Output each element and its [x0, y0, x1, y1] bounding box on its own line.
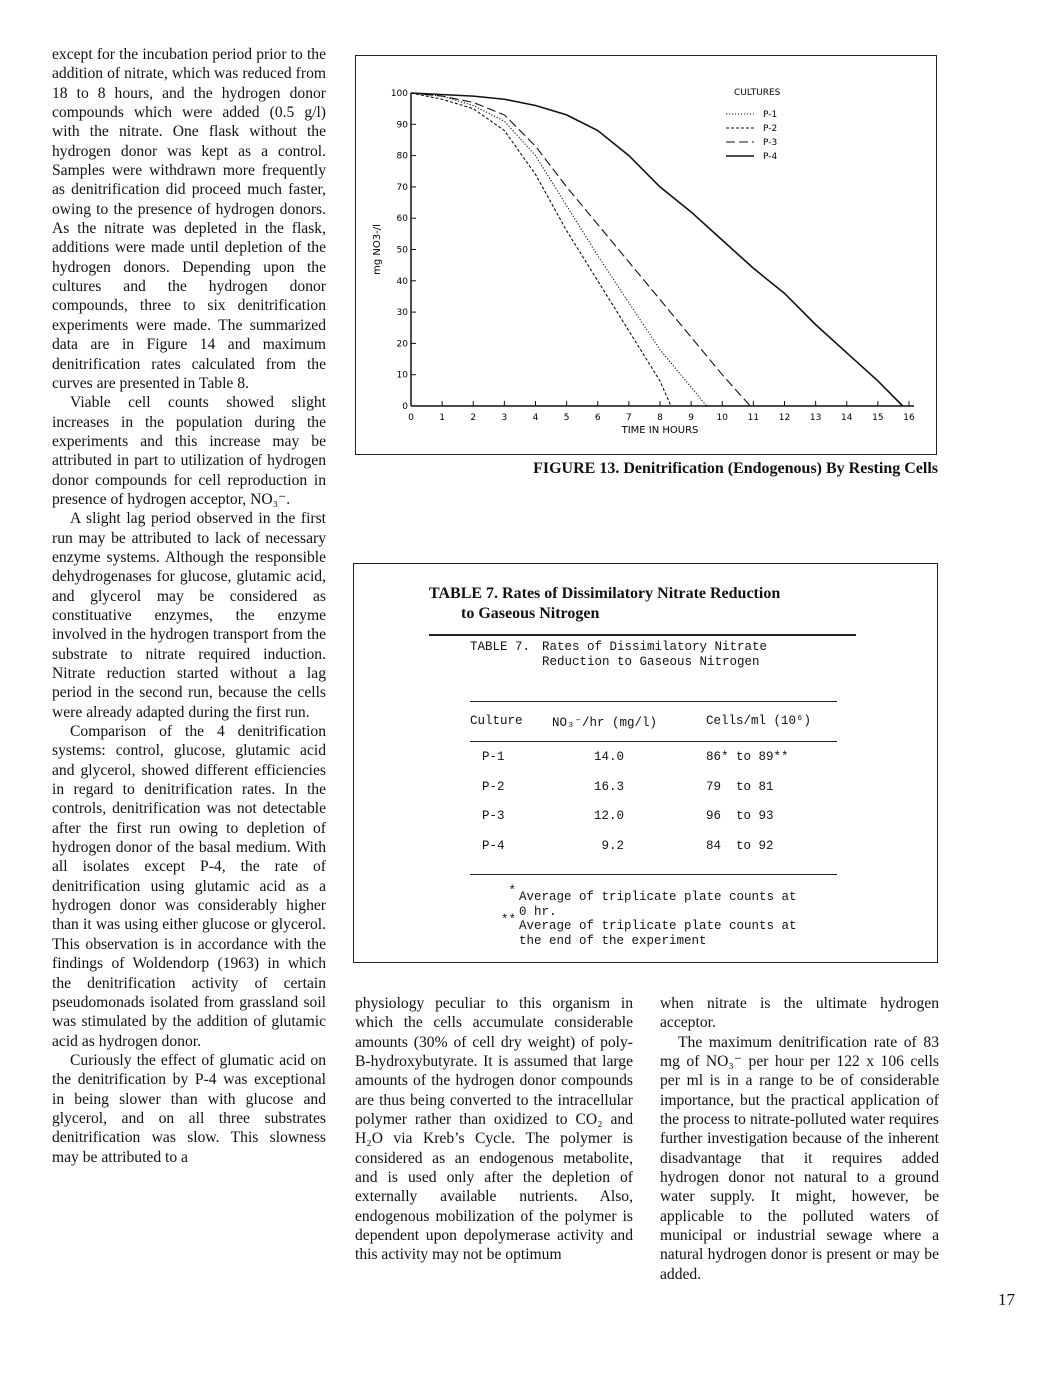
- x-tick-label: 9: [688, 413, 694, 423]
- denitrification-chart: [356, 56, 936, 454]
- culture-cell: P-2: [482, 779, 505, 794]
- culture-cell: P-1: [482, 750, 505, 764]
- cells-cell: 86* to 89**: [706, 750, 789, 764]
- cells-cell: 96 to 93: [706, 809, 774, 823]
- x-tick-label: 6: [594, 413, 601, 423]
- x-tick-label: 5: [563, 413, 570, 423]
- paragraph: except for the incubation period prior to the addition of nitrate, which was reduced from 18 to 8 hours, and the hydrogen donor compounds which were added (0.5 g/l) with the nitrate. One flask without the hydrogen donor was kept as a control. Samples were withdrawn more frequently as denitrification did proceed much faster, owing to the presence of hydrogen donors. As the nitrate was depleted in the flask, additions were made until depletion of the hydrogen donors. Depending upon the cultures and the hydrogen donor compounds, three to six denitrification experiments were made. The summarized data are in Figure 14 and maximum denitrification rates calculated from the curves are presented in Table 8.: [52, 46, 326, 392]
- series-line-p-1: [411, 93, 707, 406]
- table-title: [429, 584, 780, 624]
- x-tick-label: 11: [747, 413, 760, 423]
- x-tick-label: 13: [809, 413, 822, 423]
- rate-cell: 12.0: [593, 809, 624, 823]
- x-tick-label: 8: [657, 413, 663, 423]
- table-title-line: TABLE 7. Rates of Dissimilatory Nitrate Reduction: [429, 585, 781, 602]
- inner-title-line: Rates of Dissimilatory Nitrate: [542, 640, 768, 654]
- y-tick-label: 30: [396, 308, 408, 319]
- inner-table-label: TABLE 7.: [470, 640, 531, 654]
- rule: [470, 741, 837, 742]
- x-tick-label: 7: [626, 413, 632, 423]
- paragraph: A slight lag period observed in the first run may be attributed to lack of necessary enzyme systems. Although the responsible dehydrogenases for glucose, glutamic acid, and glycerol may be considered as constituative enzymes, the enzyme involved in the hydrogen transport from the substrate to nitrate required induction. Nitrate reduction started without a lag period in the second run, because the cells were already adapted during the first run.: [52, 510, 326, 721]
- y-tick-label: 90: [396, 120, 408, 131]
- footnote-mark: **: [500, 913, 516, 927]
- rule: [429, 634, 856, 636]
- figure-caption: FIGURE 13. Denitrification (Endogenous) By Resting Cells: [533, 460, 938, 477]
- paragraph: physiology peculiar to this organism in which the cells accumulate considerable amounts (30% of cell dry weight) of poly-B-hydroxybutyrate. It is assumed that large amounts of the hydrogen donor compounds are thus being converted to the intracellular polymer rather than oxidized to CO₂ and H₂O via Kreb’s Cycle. The polymer is considered as an endogenous metabolite, and is used only after the depletion of externally available nutrients. Also, endogenous mobilization of the polymer is dependent upon depolymerase activity and this activity may not be optimum: [355, 995, 633, 1264]
- x-tick-label: 2: [470, 413, 477, 423]
- y-tick-label: 0: [402, 402, 408, 412]
- series-line-p-3: [411, 93, 750, 406]
- paragraph: Curiously the effect of glumatic acid on the denitrification by P-4 was exceptional in being slower than with glucose and glycerol, and on all three substrates denitrification was slow. This slowness may be attributed to a: [52, 1051, 326, 1166]
- y-tick-label: 40: [396, 276, 408, 287]
- column-header: Culture: [470, 714, 523, 728]
- legend-label: P-3: [763, 138, 778, 148]
- rate-cell: 16.3: [593, 779, 624, 794]
- right-text-column: [660, 994, 939, 1284]
- rate-cell: 14.0: [593, 750, 624, 764]
- footnote: Average of triplicate plate counts at 0 hr.: [519, 890, 797, 919]
- x-tick-label: 14: [841, 413, 853, 423]
- culture-cell: P-4: [482, 838, 505, 853]
- legend-label: P-1: [763, 110, 778, 120]
- x-tick-label: 15: [872, 413, 884, 423]
- y-tick-label: 80: [396, 151, 408, 162]
- middle-text-column: [355, 994, 633, 1265]
- x-tick-label: 3: [501, 413, 508, 423]
- legend-label: P-4: [763, 152, 778, 162]
- rule: [470, 874, 837, 875]
- legend-label: P-2: [763, 124, 778, 134]
- y-tick-label: 60: [396, 214, 408, 225]
- rate-cell: 9.2: [601, 838, 624, 853]
- x-axis-label: TIME IN HOURS: [621, 425, 699, 436]
- x-tick-label: 1: [439, 413, 445, 423]
- y-axis-label: mg NO3-/l: [372, 224, 383, 275]
- paragraph: The maximum denitrification rate of 83 mg of NO₃⁻ per hour per 122 x 106 cells per ml is in a range to be of considerable importance, but the practical application of the process to nitrate-polluted water requires further investigation because of the inherent disadvantage that it requires added hydrogen donor not natural to a ground water supply. It might, however, be applicable to the polluted waters of municipal or industrial sewage where a natural hydrogen donor is present or may be added.: [660, 1033, 939, 1283]
- inner-title-line: Reduction to Gaseous Nitrogen: [542, 655, 760, 669]
- y-tick-label: 20: [396, 339, 408, 350]
- table-title-line: to Gaseous Nitrogen: [461, 605, 600, 622]
- paragraph: Comparison of the 4 denitrification systems: control, glucose, glutamic acid and glycerol, showed different efficiencies in regard to denitrification rates. In the controls, denitrification was not detectable after the first run owing to depletion of hydrogen donor of the basal medium. With all isolates except P-4, the rate of denitrification using glutamic acid as a hydrogen donor was considerably higher than it was using either glucose or glycerol. This observation is in accordance with the findings of Woldendorp (1963) in which the denitrification activity of certain pseudomonads isolated from grassland soil was stimulated by the addition of glutamic acid as hydrogen donor.: [52, 723, 326, 1050]
- table-7-box: [353, 563, 938, 963]
- paragraph: Viable cell counts showed slight increases in the population during the experiments and this increase may be attributed in part to utilization of hydrogen donor compounds for cell reproduction in presence of hydrogen acceptor, NO₃⁻.: [52, 394, 326, 508]
- inner-table-title: [542, 640, 767, 670]
- footnote: Average of triplicate plate counts at the end of the experiment: [519, 919, 797, 948]
- footnote-mark: *: [508, 884, 516, 898]
- series-line-p-2: [411, 93, 671, 406]
- y-tick-label: 100: [390, 89, 408, 99]
- left-text-column: [52, 45, 326, 1167]
- y-tick-label: 10: [396, 370, 408, 381]
- column-header: Cells/ml (10⁶): [706, 714, 812, 728]
- x-tick-label: 0: [408, 413, 414, 423]
- culture-cell: P-3: [482, 809, 505, 823]
- page-number: 17: [998, 1290, 1015, 1309]
- x-tick-label: 12: [778, 413, 791, 423]
- legend-title: CULTURES: [734, 88, 781, 98]
- x-tick-label: 16: [903, 413, 915, 423]
- x-tick-label: 10: [716, 413, 728, 423]
- x-tick-label: 4: [532, 413, 539, 423]
- cells-cell: 84 to 92: [706, 838, 774, 853]
- rule: [470, 701, 837, 702]
- column-header: NO₃⁻/hr (mg/l): [552, 716, 658, 730]
- series-line-p-4: [411, 93, 903, 406]
- figure-13-box: [355, 55, 937, 455]
- y-tick-label: 50: [396, 245, 408, 256]
- cells-cell: 79 to 81: [706, 779, 774, 794]
- y-tick-label: 70: [396, 182, 408, 193]
- paragraph: when nitrate is the ultimate hydrogen acceptor.: [660, 995, 939, 1032]
